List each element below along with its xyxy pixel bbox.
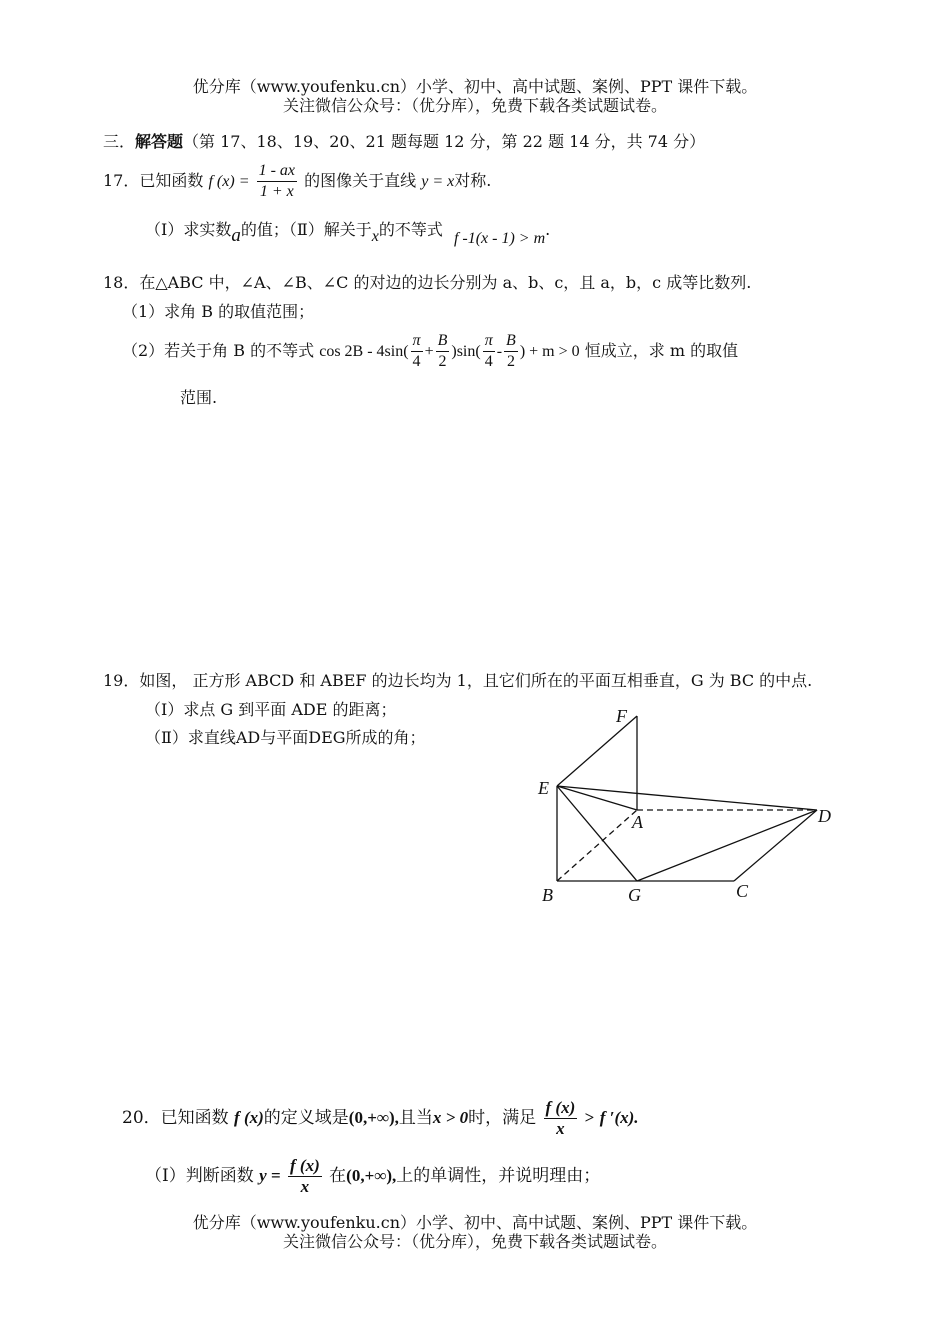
two-den: 2 [438,353,447,370]
pi-num: π [411,331,423,352]
q17-p1-c: 的不等式 [378,220,443,239]
q19-geometry-figure [520,700,850,910]
header-line-1: 优分库（www.youfenku.cn）小学、初中、高中试题、案例、PPT 课件下载。 [192,77,758,96]
q20-part1-fraction [288,1156,322,1197]
q20-domain: (0,+∞), [348,1108,399,1127]
q20-text-a: 已知函数 [160,1108,229,1128]
q18-part2-b: 恒成立，求 m 的取值 [584,341,739,360]
q17-var-x: x [371,228,379,245]
label-f: F [616,706,627,726]
section-prefix: 三． [103,132,136,151]
q20-part1-b: 在 [329,1166,347,1186]
q17-frac-den: 1 + x [259,183,294,200]
q18-text: 在△ABC 中，∠A、∠B、∠C 的对边的边长分别为 a、b、c，且 a，b，c 成等比数列. [139,273,752,292]
label-d: D [818,806,831,826]
pi-num: π [483,331,495,352]
q20-gt: > [584,1108,595,1127]
q20-fx: f (x) [234,1108,264,1127]
q20-cond: x > 0 [432,1108,469,1127]
q19-number: 19． [103,671,140,690]
q17-text-a: 已知函数 [139,171,204,190]
section-note: （第 17、18、19、20、21 题每题 12 分，第 22 题 14 分，共 74 分） [183,132,706,151]
q18-line-1 [103,270,751,293]
edge-gd [637,810,817,881]
q18-frac-pi4-2 [483,331,495,372]
b-num: B [504,331,518,352]
footer-line-1: 优分库（www.youfenku.cn）小学、初中、高中试题、案例、PPT 课件下载。 [192,1213,758,1232]
q17-fraction [257,161,297,202]
four-den: 4 [484,353,493,370]
q17-number: 17． [103,171,140,190]
four-den: 4 [412,353,421,370]
q19-part-1: （Ⅰ）求点 G 到平面 ADE 的距离； [145,700,397,719]
q18-frac-b2-2 [504,331,518,372]
q20-text-b: 的定义域是 [263,1108,349,1128]
q18-part-2-cont: 范围. [180,388,218,407]
q17-fx: f (x) = [208,173,250,190]
q20-frac-den: x [300,1177,310,1196]
q20-line-1 [122,1094,639,1142]
q20-frac-den: x [556,1119,565,1138]
q18-expr-c: ) + m > 0 [519,343,580,360]
q18-frac-b2-1 [436,331,450,372]
edge-cd [734,810,817,881]
label-a: A [632,812,643,832]
b-num: B [436,331,450,352]
section-heading [103,129,705,152]
q19-line-1 [103,668,812,691]
q18-part2-a: （2）若关于角 B 的不等式 [122,341,315,360]
q20-number: 20． [122,1108,161,1128]
q17-var-a: a [231,225,241,246]
q17-p1-a: （Ⅰ）求实数 [145,220,232,239]
edge-ba-hidden [557,810,637,881]
q20-fraction [544,1098,578,1139]
header-line-2: 关注微信公众号：（优分库），免费下载各类试题试卷。 [282,96,667,115]
label-b: B [542,885,553,905]
q17-text-c: 对称. [454,171,492,190]
q18-expr-b: )sin( [451,343,481,360]
two-den: 2 [506,353,515,370]
q18-plus: + [424,343,434,360]
q17-frac-num: 1 - ax [257,161,297,182]
q18-number: 18． [103,273,140,292]
q20-frac-num: f (x) [290,1156,320,1175]
footer-line-2: 关注微信公众号：（优分库），免费下载各类试题试卷。 [282,1232,667,1251]
q19-text: 如图， 正方形 ABCD 和 ABEF 的边长均为 1，且它们所在的平面互相垂直，G 为 BC 的中点. [139,671,813,690]
q20-text-d: 时，满足 [468,1108,537,1128]
label-g: G [628,885,641,905]
q18-part-1: （1）求角 B 的取值范围； [122,302,315,321]
q19-part-2: （Ⅱ）求直线AD与平面DEG所成的角； [145,728,426,747]
label-e: E [538,778,549,798]
edge-ef [557,716,637,786]
q18-expr-a: cos 2B - 4sin( [319,343,409,360]
q20-part1-c: 上的单调性，并说明理由； [396,1166,601,1186]
label-c: C [736,881,749,901]
q17-line-eq: y = x [421,173,455,190]
q20-part1-a: （I）判断函数 [145,1166,254,1186]
q20-part1-domain: (0,+∞), [346,1166,397,1185]
q20-text-c: 且当 [398,1108,433,1128]
q20-part-1 [145,1152,600,1200]
q17-ineq: f -1(x - 1) > m [453,230,546,247]
q20-frac-num: f (x) [545,1098,576,1117]
q17-text-b: 的图像关于直线 [304,171,417,190]
q20-y-eq: y = [259,1166,281,1185]
q17-p1-b: 的值；（Ⅱ）解关于 [240,220,372,239]
q20-fprime: f ′(x). [599,1108,639,1127]
q17-line-2 [145,218,551,247]
edge-eg [557,786,637,881]
q18-part-2 [122,329,738,374]
q17-line-1 [103,158,491,205]
q18-frac-pi4-1 [411,331,423,372]
q17-end: . [545,220,551,239]
section-title: 解答题 [135,132,184,151]
q18-minus: - [496,343,503,360]
